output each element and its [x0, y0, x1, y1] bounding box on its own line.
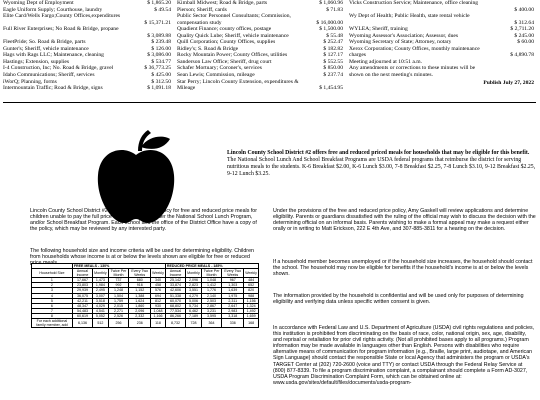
claim-line [3, 85, 171, 92]
section-divider [3, 102, 536, 103]
claim-description: Quill Corporation; County Offices, supplies [177, 39, 276, 46]
claim-amount: $ 400.00 [514, 6, 534, 13]
claim-description: Quality Quick Lube; Sheriff, vehicle maintenance [177, 32, 289, 39]
claim-amount: $ 252.47 [323, 39, 343, 46]
claim-amount: $ 850.00 [323, 65, 343, 72]
claim-description: Vicks Construction Service; Maintenance, office cleaning [349, 0, 479, 6]
table-cell: 1,776 [201, 288, 222, 293]
claim-description: Idaho Communications; Sheriff, services [3, 72, 95, 79]
table-cell: 256 [108, 319, 129, 328]
claim-amount: $ 49.54 [154, 6, 171, 13]
table-cell: 1,984 [93, 283, 109, 288]
column-header: Annual Income [165, 269, 185, 278]
table-header-row [32, 269, 259, 278]
household-change-text: If a household member becomes unemployed or if the household size increases, the household should contact the school. The household may now be eligible for benefits if the household's income is at or below the levels shown. [273, 259, 533, 278]
claim-amount: $ 534.77 [151, 58, 171, 65]
reduced-meals-header: REDUCED PRICE MEALS - 185% [165, 264, 258, 269]
table-cell: 512 [93, 319, 109, 328]
column-header: Every Two Weeks [129, 269, 151, 278]
claim-description: Meeting adjourned at 10:51 a.m. [349, 58, 423, 65]
claim-line [177, 85, 343, 92]
legal-column-2 [177, 0, 343, 92]
table-cell: 54,483 [72, 308, 92, 313]
table-cell: 2,271 [108, 308, 129, 313]
table-cell: 1,324 [244, 303, 259, 308]
column-header: Weekly [244, 269, 259, 278]
claim-description: Mileage [177, 85, 196, 92]
column-header: Household Size [32, 269, 73, 278]
table-cell: 1,975 [222, 293, 244, 298]
table-cell: 694 [151, 293, 166, 298]
claim-description: Wy Dept of Health; Public Health, state rental vehicle [349, 13, 470, 20]
claim-description: Public Sector Personnel Consultants; Commission, [177, 13, 291, 20]
table-cell: 86,266 [165, 313, 185, 318]
table-cell: 17,667 [72, 278, 92, 283]
claim-description: Quadient Finance; county offices, postage [177, 26, 272, 33]
table-cell: 2,647 [222, 303, 244, 308]
table-cell: 2,526 [108, 313, 129, 318]
table-cell: 820 [244, 288, 259, 293]
table-cell: 988 [244, 293, 259, 298]
table-cell: 5 [32, 298, 73, 303]
claim-description: iWorQ; Planning, forms [3, 78, 57, 85]
table-cell: 5,734 [186, 303, 202, 308]
table-cell: 1,303 [222, 283, 244, 288]
policy-announcement-text: Lincoln County School District #2 today announced its policy for free and reduced price meals for children unable to pay the full price of meals served under the National School Lunch Program, and/or School Breakfast Program. Each school and the office of the District Office have a copy of the policy, which may be reviewed by any interested party. [30, 208, 258, 233]
table-cell: 1,504 [108, 293, 129, 298]
claim-description: Full River Enterprises; No Road & Bridge, propane [3, 26, 119, 33]
claim-amount: $ 36,773.25 [144, 65, 171, 72]
table-cell: 168 [244, 319, 259, 328]
table-cell: 4,541 [93, 308, 109, 313]
table-cell: 2,140 [201, 293, 222, 298]
table-cell: 7,189 [186, 313, 202, 318]
table-cell: 42,211 [72, 298, 92, 303]
claim-amount: $ 239.48 [151, 39, 171, 46]
table-cell: 29,939 [72, 288, 92, 293]
claim-amount: $ 182.82 [323, 45, 343, 52]
table-cell: 8 [32, 313, 73, 318]
claim-amount: $ 552.55 [323, 58, 343, 65]
column-header: Twice Per Month [108, 269, 129, 278]
table-cell: 68,802 [165, 303, 185, 308]
claim-description: Ridley's; S. Road & Bridge [177, 45, 239, 52]
eligibility-review-text: Under the provisions of the free and reduced price policy, Amy Gaskell will review applications and determine eligibility. Parents or guardians dissatisfied with the ruling of the official may wish to discuss the decision with the determining official on an informal basis. Parents wishing to make a formal appeal may make a request either orally or in writing to Matt Erickson, 222 E 4th Ave, and 307-885-3811 for a hearing on the decision. [273, 208, 536, 233]
table-cell: 967 [222, 278, 244, 283]
column-header: Every Two Weeks [222, 269, 244, 278]
table-cell: 1,156 [244, 298, 259, 303]
table-cell: 2,015 [108, 303, 129, 308]
table-cell: 48,347 [72, 303, 92, 308]
claim-amount: $ 1,091.18 [147, 85, 171, 92]
table-cell: 6,136 [72, 319, 92, 328]
claim-description: Sean Lewis; Commission, mileage [177, 72, 255, 79]
claim-amount: $ 71.83 [326, 6, 343, 13]
table-cell: 2,311 [222, 298, 244, 303]
table-cell: 336 [222, 319, 244, 328]
claim-amount: $ 312.50 [151, 78, 171, 85]
income-eligibility-table [31, 263, 259, 328]
column-header: Monthly [186, 269, 202, 278]
claim-description: I-4 Construction, Inc; No. Road & Bridge, gravel [3, 65, 114, 72]
column-header: Annual Income [72, 269, 92, 278]
claim-description: Intermountain Traffic; Road & Bridge, signs [3, 85, 103, 92]
legal-column-3 [349, 0, 534, 86]
column-header: Twice Per Month [201, 269, 222, 278]
claim-line [349, 72, 534, 79]
claim-description: Elite Card/Wells Fargo;County Offices,expenditures [3, 13, 121, 20]
income-criteria-text: The following household size and income criteria will be used for determining eligibility. Children from households whose income is at or below the levels shown are eligible for free or reduced price meals. [30, 248, 254, 267]
table-cell: 576 [151, 288, 166, 293]
claim-amount: $ 60.00 [517, 39, 534, 46]
table-cell: 60,619 [72, 313, 92, 318]
claim-amount: $ 55.48 [326, 32, 343, 39]
table-cell: 1,248 [108, 288, 129, 293]
table-cell: 2 [32, 283, 73, 288]
claim-description: Any amendments or corrections to these minutes will be [349, 65, 476, 72]
table-cell: 51,338 [165, 293, 185, 298]
table-cell: 1,492 [244, 308, 259, 313]
claim-description: Gunter's; Sheriff, vehicle maintenance [3, 45, 89, 52]
table-cell: 7 [32, 308, 73, 313]
table-cell: 1,388 [129, 293, 151, 298]
claim-amount: $ 16,000.00 [316, 19, 343, 26]
table-cell: 6 [32, 303, 73, 308]
table-cell: 1,659 [244, 313, 259, 318]
table-cell: 652 [244, 283, 259, 288]
table-cell: 4,279 [186, 293, 202, 298]
claim-description: Wyoming Assessor's Association; Assessor, dues [349, 32, 459, 39]
table-cell: 3,551 [186, 288, 202, 293]
claim-description: shown on the next meeting's minutes. [349, 72, 433, 79]
claim-amount: $ 237.74 [323, 72, 343, 79]
table-cell: 60,070 [165, 298, 185, 303]
table-cell: 992 [108, 283, 129, 288]
claim-description: Pierson; Sheriff, cards [177, 6, 227, 13]
table-cell: 25,142 [165, 278, 185, 283]
banner-text: The National School Lunch And School Breakfast Programs are USDA federal programs that reimburse the district for serving nutritious meals to the students. K-6 Breakfast $2.00, K-6 Lunch $3.00, 7-8 Breakfast $2.25, 7-8 Lunch $3.10, 9-12 Breakfast $2.25, 9-12 Lunch $3.25. [227, 156, 536, 177]
claim-description: Star Perry; Lincoln County Extension, expenditures & [177, 78, 299, 85]
table-cell: 2,096 [186, 278, 202, 283]
claim-description: Wyoming Dept of Employment [3, 0, 74, 6]
table-cell: 3,231 [201, 308, 222, 313]
table-cell: 930 [151, 303, 166, 308]
table-cell: 5,006 [186, 298, 202, 303]
claim-description: Rocky Mountain Power; County Offices, utilities [177, 52, 288, 59]
meal-program-banner [227, 150, 536, 178]
claim-amount: $ 245.00 [514, 32, 534, 39]
table-cell: 3,518 [93, 298, 109, 303]
table-cell: 8,732 [165, 319, 185, 328]
table-cell: 1,624 [129, 298, 151, 303]
claim-amount [532, 72, 534, 79]
table-cell: 916 [129, 283, 151, 288]
column-header: Monthly [93, 269, 109, 278]
table-cell: 42,606 [165, 288, 185, 293]
table-cell: 2,503 [201, 298, 222, 303]
column-header: Weekly [151, 269, 166, 278]
table-row [32, 319, 259, 328]
publish-date: Publish July 27, 2022 [483, 79, 534, 86]
claim-description: Hags with Rags LLC; Maintenance, cleaning [3, 52, 104, 59]
table-cell: 812 [151, 298, 166, 303]
claim-amount: $ 1,454.95 [319, 85, 343, 92]
table-cell: 4,029 [93, 303, 109, 308]
table-cell: 33,874 [165, 283, 185, 288]
table-cell: 118 [151, 319, 166, 328]
table-cell: 364 [201, 319, 222, 328]
table-cell: 1,759 [108, 298, 129, 303]
table-cell: 340 [151, 278, 166, 283]
table-cell: 2,096 [129, 308, 151, 313]
claim-amount: $ 15,371.21 [144, 19, 171, 26]
table-cell: 77,534 [165, 308, 185, 313]
claim-description: WYLEA; Sheriff, training [349, 26, 408, 33]
table-cell: 2,495 [93, 288, 109, 293]
claim-amount: $ 425.00 [151, 72, 171, 79]
table-cell: 1,048 [201, 278, 222, 283]
table-cell: 1 [32, 278, 73, 283]
claim-description: Kimball Midwest; Road & Bridge, parts [177, 0, 268, 6]
table-cell: 3,007 [93, 293, 109, 298]
table-cell: 3 [32, 288, 73, 293]
claim-amount: $ 127.17 [323, 52, 343, 59]
claim-amount: $ 2,711.20 [510, 26, 534, 33]
table-cell: 2,823 [186, 283, 202, 288]
claim-description: charges [349, 52, 366, 59]
table-cell: For each additional family member, add [32, 319, 73, 328]
table-cell: 23,803 [72, 283, 92, 288]
table-cell: 5,052 [93, 313, 109, 318]
table-cell: 1,048 [151, 308, 166, 313]
claim-amount: $ 3,089.88 [147, 32, 171, 39]
table-cell: 36,075 [72, 293, 92, 298]
table-cell: 737 [108, 278, 129, 283]
nondiscrimination-text: In accordance with Federal Law and U.S. Department of Agriculture (USDA) civil rights regulations and policies, this institution is prohibited from discriminating on the basis of race, color, national origin, sex, age, disability, and reprisal or retaliation for prior civil rights activity. (Not all prohibited bases apply to all programs.) Program information may be made available in languages other than English. Persons with disabilities who require alternative means of communication for program information (e.g., Braille, large print, audiotape, and American Sign Language) should contact the responsible State or local Agency that administers the program or USDA's TARGET Center at (202) 720-2600 (voice and TTY) or contact USDA through the Federal Relay Service at (800) 877-8339. To file a program discrimination complaint, a complainant should complete a Form AD-3027, USDA Program Discrimination Complaint Form, which can be obtained online at: www.usda.gov/sites/default/files/documents/usda-program- [273, 325, 535, 386]
claim-description: Xerox Corporation; County Offices, monthly maintenance [349, 45, 480, 52]
table-cell: 728 [186, 319, 202, 328]
table-cell: 6,462 [186, 308, 202, 313]
banner-heading: Lincoln County School District #2 offers free and reduced priced meals for households that may be eligible for this benefit. [227, 150, 530, 156]
claim-amount: $ 1,865.20 [147, 0, 171, 6]
claim-description: Hastings; Extension, supplies [3, 58, 70, 65]
claim-amount: $ 126.00 [151, 45, 171, 52]
claim-amount: $ 4,890.78 [510, 52, 534, 59]
legal-column-1 [3, 0, 171, 92]
confidentiality-text: The information provided by the household is confidential and will be used only for purposes of determining eligibility and verifying data unless specific written consent is given. [273, 293, 524, 306]
table-cell: 1,860 [129, 303, 151, 308]
claim-amount: $ 3,086.00 [147, 52, 171, 59]
claim-amount: $ 1,500.00 [319, 26, 343, 33]
claim-description: Eagle Uniform Supply; Courthouse, laundry [3, 6, 103, 13]
table-cell: 2,332 [129, 313, 151, 318]
table-cell: 1,152 [129, 288, 151, 293]
claim-description: Wyoming Secretary of State; Attorney, notary [349, 39, 452, 46]
claim-amount: $ 1,060.96 [319, 0, 343, 6]
table-cell: 1,412 [201, 283, 222, 288]
claim-description: FleetPride; So. Road & Bridge, parts [3, 39, 86, 46]
table-cell: 2,867 [201, 303, 222, 308]
table-cell: 484 [244, 278, 259, 283]
table-cell: 1,473 [93, 278, 109, 283]
claim-description: compensation study [177, 19, 222, 26]
claim-description: Sanderson Law Office; Sheriff, drug court [177, 58, 272, 65]
table-cell: 458 [151, 283, 166, 288]
table-cell: 1,639 [222, 288, 244, 293]
table-cell: 3,318 [222, 313, 244, 318]
table-cell: 4 [32, 293, 73, 298]
claim-amount: $ 312.64 [514, 19, 534, 26]
table-cell: 236 [129, 319, 151, 328]
table-cell: 680 [129, 278, 151, 283]
table-cell: 1,166 [151, 313, 166, 318]
table-cell: 3,595 [201, 313, 222, 318]
table-cell: 2,983 [222, 308, 244, 313]
claim-description: Schafer Mortuary; Coroner's, services [177, 65, 262, 72]
free-meals-header: FREE MEALS - 130% [72, 264, 165, 269]
